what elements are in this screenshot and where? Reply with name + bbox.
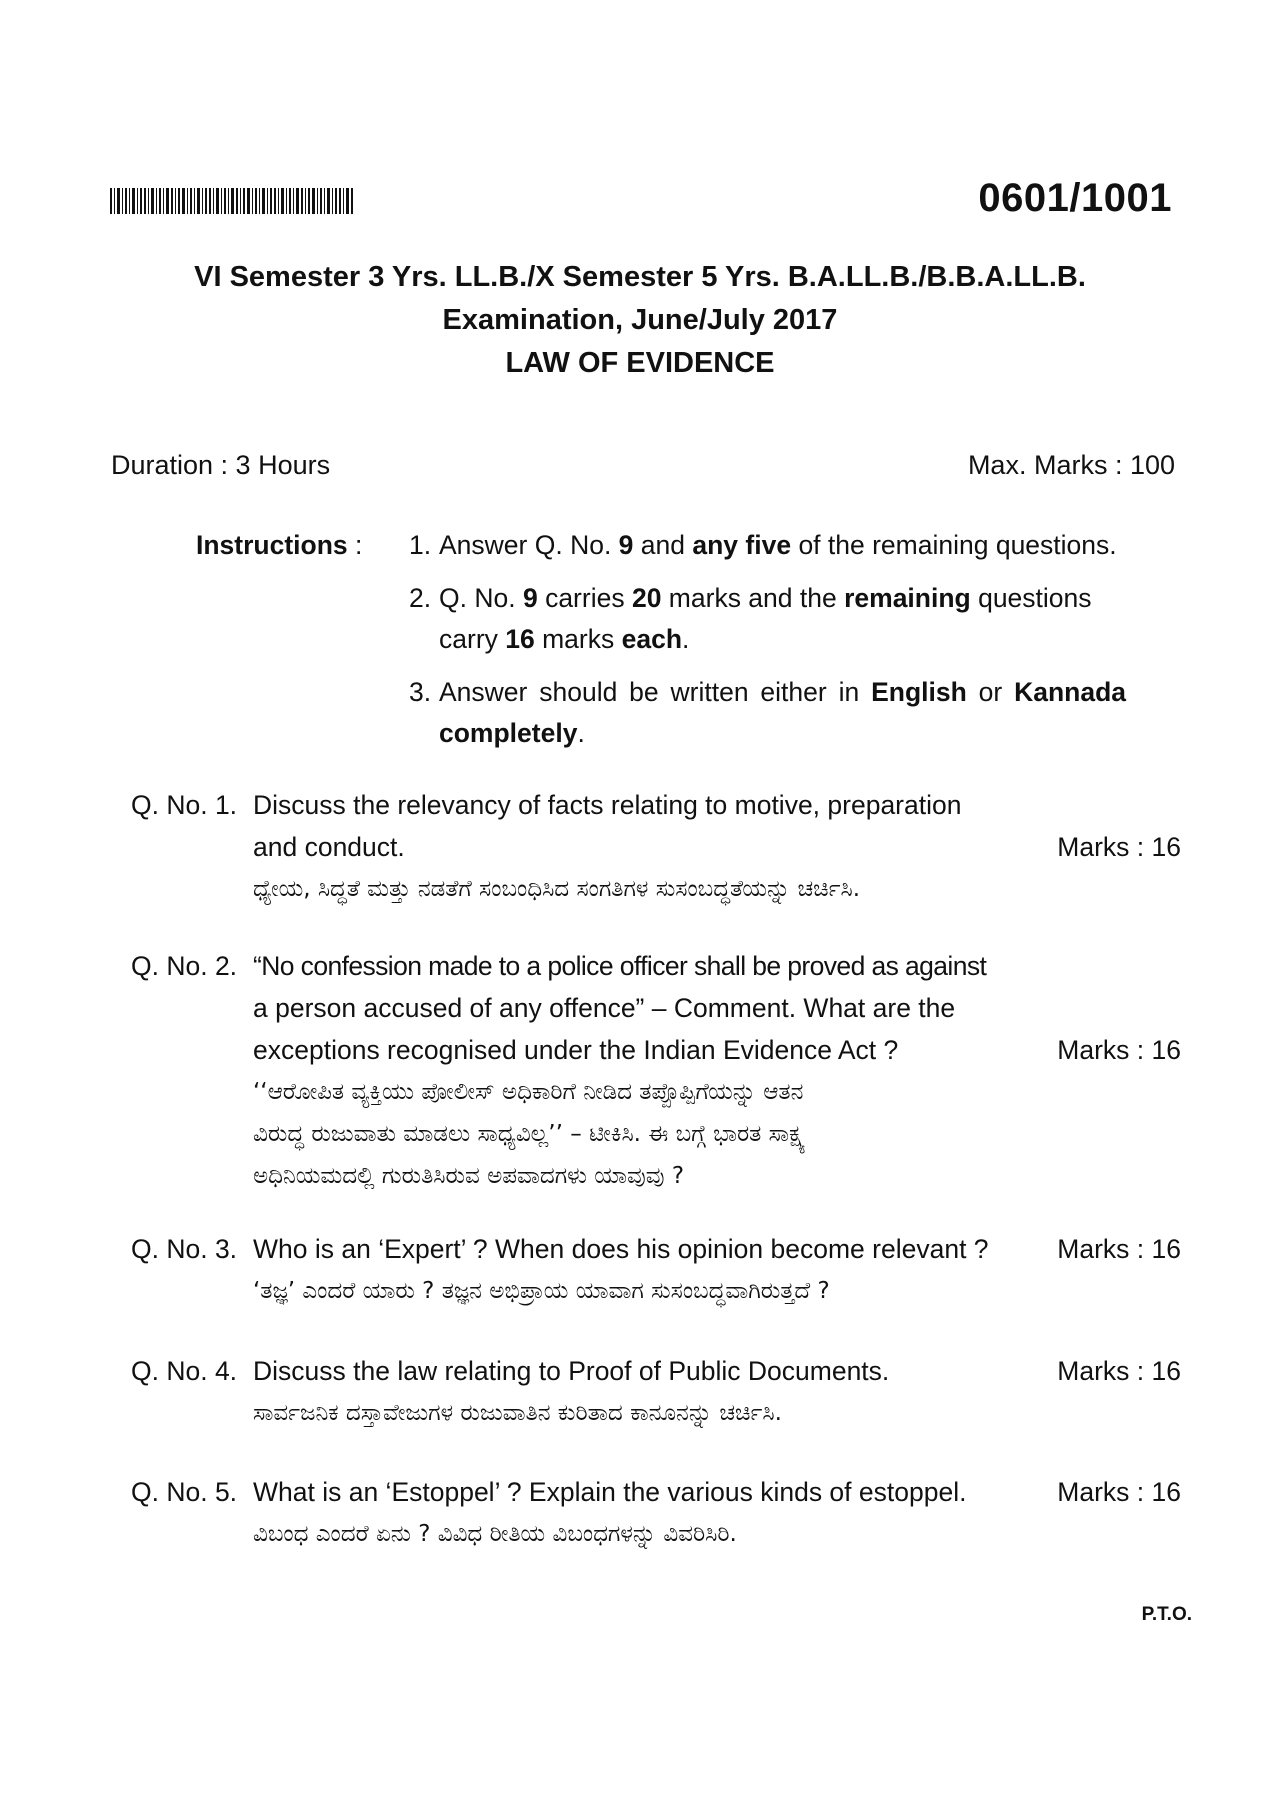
question-text-kannada: ‘ತಜ್ಞ’ ಎಂದರೆ ಯಾರು ? ತಜ್ಞನ ಅಭಿಪ್ರಾಯ ಯಾವಾಗ ಸುಸಂಬದ್ಧವಾಗಿರುತ್ತದೆ ? (253, 1278, 830, 1304)
exam-title (0, 256, 1280, 385)
question-marks: Marks : 16 (1057, 1356, 1181, 1386)
question-text-kannada: ವಿಬಂಧ ಎಂದರೆ ಏನು ? ವಿವಿಧ ರೀತಿಯ ವಿಬಂಧಗಳನ್ನು ವಿವರಿಸಿರಿ. (253, 1521, 737, 1547)
paper-code: 0601/1001 (978, 176, 1172, 220)
barcode (110, 188, 353, 214)
title-line-1: VI Semester 3 Yrs. LL.B./X Semester 5 Yrs. B.A.LL.B./B.B.A.LL.B. (194, 261, 1086, 293)
exam-meta (111, 450, 1175, 481)
question-text-kannada: ‘‘ಆರೋಪಿತ ವ್ಯಕ್ತಿಯು ಪೋಲೀಸ್ ಅಧಿಕಾರಿಗೆ ನೀಡಿದ ತಪ್ಪೊಪ್ಪಿಗೆಯನ್ನು ಆತನ (253, 1079, 804, 1105)
question-number: Q. No. 4. (131, 1356, 238, 1386)
question-text-kannada: ಸಾರ್ವಜನಿಕ ದಸ್ತಾವೇಜುಗಳ ರುಜುವಾತಿನ ಕುರಿತಾದ ಕಾನೂನನ್ನು ಚರ್ಚಿಸಿ. (253, 1400, 782, 1426)
question-marks: Marks : 16 (1057, 1234, 1181, 1264)
question-text: “No confession made to a police officer shall be proved as against (253, 951, 987, 981)
question-text-kannada: ಅಧಿನಿಯಮದಲ್ಲಿ ಗುರುತಿಸಿರುವ ಅಪವಾದಗಳು ಯಾವುವು ? (253, 1163, 685, 1189)
title-line-2: Examination, June/July 2017 (442, 304, 838, 336)
question-text-kannada: ವಿರುದ್ಧ ರುಜುವಾತು ಮಾಡಲು ಸಾಧ್ಯವಿಲ್ಲ’’ – ಟೀಕಿಸಿ. ಈ ಬಗ್ಗೆ ಭಾರತ ಸಾಕ್ಷ್ಯ (253, 1121, 806, 1147)
question-3 (131, 1228, 1181, 1312)
question-text: and conduct. (253, 832, 405, 862)
question-marks: Marks : 16 (1057, 1035, 1181, 1065)
question-number: Q. No. 5. (131, 1477, 238, 1507)
question-5 (131, 1471, 1181, 1555)
question-number: Q. No. 3. (131, 1234, 238, 1264)
question-text: What is an ‘Estoppel’ ? Explain the various kinds of estoppel. (253, 1477, 967, 1507)
question-1 (131, 784, 1181, 910)
question-text: Discuss the law relating to Proof of Public Documents. (253, 1356, 890, 1386)
question-text: Who is an ‘Expert’ ? When does his opinion become relevant ? (253, 1234, 989, 1264)
instruction-item: Instructions : 1. Answer Q. No. 9 and any five of the remaining questions. (196, 525, 1126, 566)
question-4 (131, 1350, 1181, 1434)
pto-label: P.T.O. (1141, 1604, 1192, 1625)
instructions-label: Instructions : (196, 530, 363, 560)
question-number: Q. No. 2. (131, 951, 238, 981)
duration: Duration : 3 Hours (111, 450, 331, 480)
question-text: a person accused of any offence” – Comment. What are the (253, 993, 956, 1023)
question-number: Q. No. 1. (131, 790, 238, 820)
subject-title: LAW OF EVIDENCE (505, 347, 775, 379)
question-text-kannada: ಧ್ಯೇಯ, ಸಿದ್ಧತೆ ಮತ್ತು ನಡತೆಗೆ ಸಂಬಂಧಿಸಿದ ಸಂಗತಿಗಳ ಸುಸಂಬದ್ಧತೆಯನ್ನು ಚರ್ಚಿಸಿ. (253, 876, 861, 902)
instruction-item: 3. Answer should be written either in English or Kannada (409, 677, 1126, 707)
instruction-item: 2. Q. No. 9 carries 20 marks and the remaining questions (409, 583, 1092, 613)
question-text: exceptions recognised under the Indian Evidence Act ? (253, 1035, 899, 1065)
question-marks: Marks : 16 (1057, 832, 1181, 862)
max-marks: Max. Marks : 100 (967, 450, 1175, 480)
question-text: Discuss the relevancy of facts relating to motive, preparation (253, 790, 962, 820)
instructions: Instructions : 1. Answer Q. No. 9 and any five of the remaining questions. 2. Q. No. 9 carries 20 marks and the remaining questions carry 16 marks each. 3. Answer should be written either in English or Kannada completely. (196, 525, 1126, 754)
question-marks: Marks : 16 (1057, 1477, 1181, 1507)
question-2 (131, 945, 1181, 1197)
